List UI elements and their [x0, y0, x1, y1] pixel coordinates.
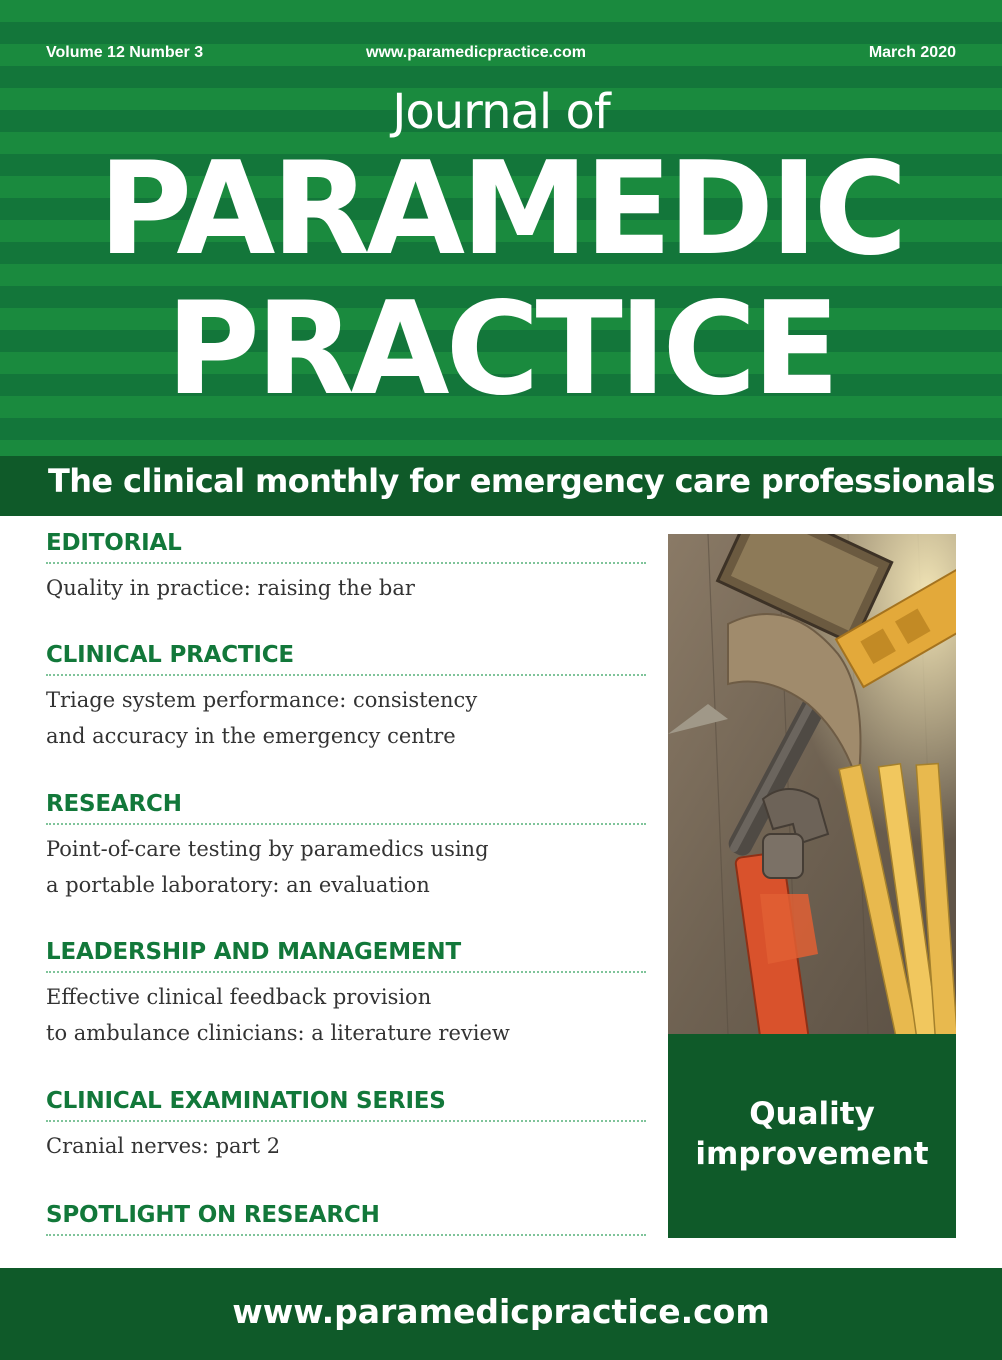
feature-line: Quality [749, 1096, 875, 1132]
title-paramedic: PARAMEDIC [98, 135, 904, 284]
section-article [46, 682, 646, 754]
footer-url: www.paramedicpractice.com [232, 1292, 770, 1331]
section-heading: CLINICAL EXAMINATION SERIES [46, 1088, 646, 1122]
article-line: Cranial nerves: part 2 [46, 1134, 281, 1158]
tagline: The clinical monthly for emergency care professionals [48, 462, 995, 500]
feature-line: improvement [695, 1136, 929, 1172]
journal-of-label: Journal of [392, 84, 610, 140]
masthead-url: www.paramedicpractice.com [366, 44, 586, 61]
article-line: Effective clinical feedback provision [46, 985, 432, 1009]
feature-title [668, 1094, 956, 1174]
section-clinical-practice [46, 642, 646, 754]
article-line: Triage system performance: consistency [46, 688, 478, 712]
section-heading: SPOTLIGHT ON RESEARCH [46, 1202, 646, 1236]
section-clinical-examination [46, 1088, 646, 1164]
section-research [46, 791, 646, 903]
section-article [46, 979, 646, 1051]
section-editorial [46, 530, 646, 606]
section-article [46, 1128, 646, 1164]
section-heading: EDITORIAL [46, 530, 646, 564]
section-spotlight [46, 1202, 646, 1236]
article-line: Point-of-care testing by paramedics using [46, 837, 489, 861]
tools-photo [668, 534, 956, 1034]
section-heading: LEADERSHIP AND MANAGEMENT [46, 939, 646, 973]
article-line: to ambulance clinicians: a literature review [46, 1021, 510, 1045]
section-article [46, 831, 646, 903]
title-practice: PRACTICE [166, 275, 836, 424]
article-line: and accuracy in the emergency centre [46, 724, 456, 748]
volume-number: Volume 12 Number 3 [46, 44, 204, 61]
article-line: a portable laboratory: an evaluation [46, 873, 430, 897]
section-heading: RESEARCH [46, 791, 646, 825]
section-leadership [46, 939, 646, 1051]
issue-date: March 2020 [868, 44, 956, 61]
section-article [46, 570, 646, 606]
article-line: Quality in practice: raising the bar [46, 576, 415, 600]
masthead [0, 0, 1002, 456]
section-heading: CLINICAL PRACTICE [46, 642, 646, 676]
